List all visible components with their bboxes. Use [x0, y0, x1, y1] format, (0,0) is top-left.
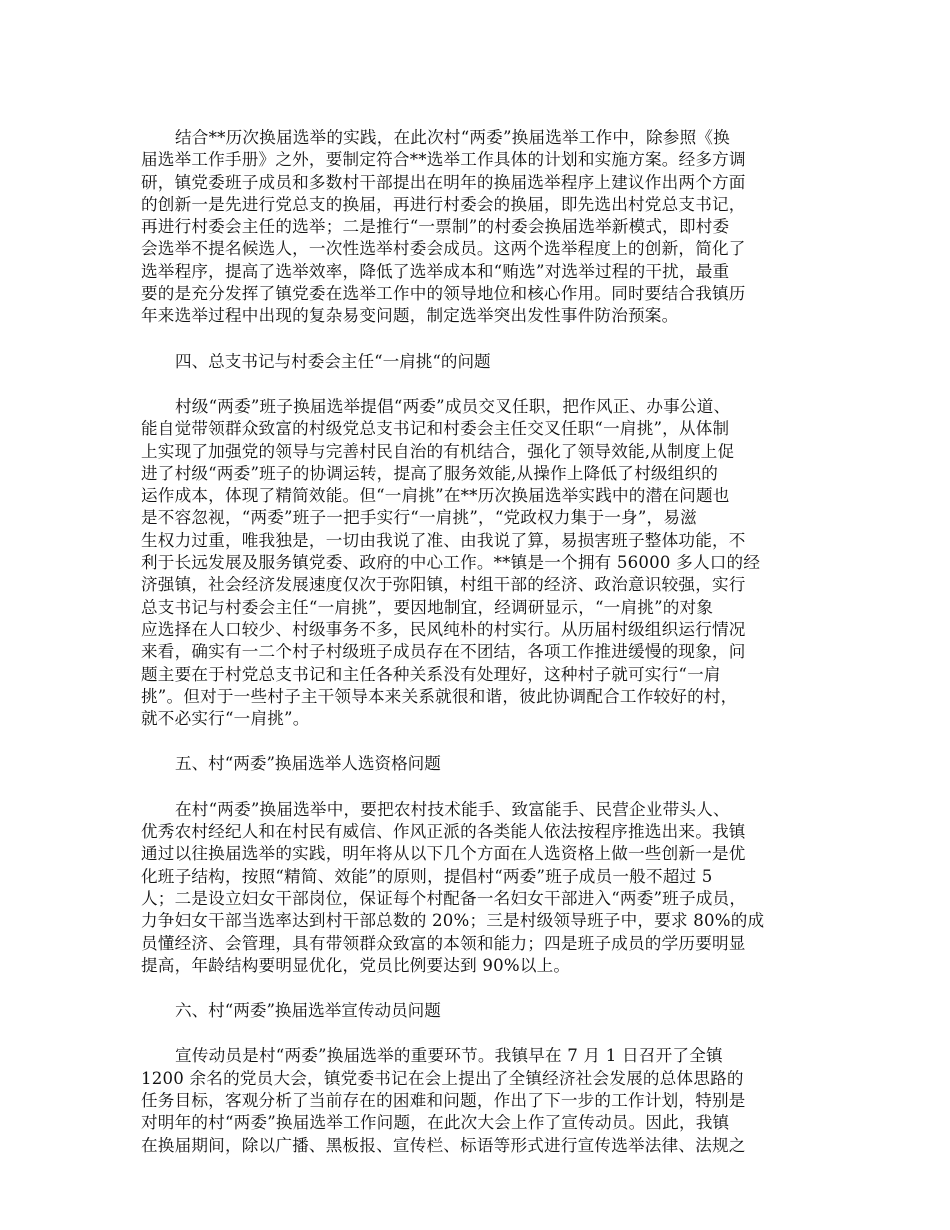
paragraph-one-shoulder — [141, 396, 821, 730]
text-line: 村级“两委”班子换届选举提倡“两委”成员交叉任职，把作风正、办事公道、 — [175, 396, 731, 416]
text-line: 在换届期间，除以广播、黑板报、宣传栏、标语等形式进行宣传选举法律、法规之 — [141, 1135, 746, 1155]
text-line: 运作成本，体现了精简效能。但“一肩挑”在**历次换届选举实践中的潜在问题也 — [141, 486, 730, 506]
text-line: 应选择在人口较少、村级事务不多，民风纯朴的村实行。从历届村级组织运行情况 — [141, 619, 746, 639]
text-line: 结合**历次换届选举的实践，在此次村“两委”换届选举工作中，除参照《换 — [175, 128, 730, 147]
text-line: 来看，确实有一二个村子村级班子成员存在不团结，各项工作推进缓慢的现象，问 — [141, 642, 746, 662]
paragraph-publicity — [141, 1045, 821, 1156]
text-line: 是不容忽视，“两委”班子一把手实行“一肩挑”，“党政权力集于一身”，易滋 — [141, 508, 697, 528]
text-line: 员懂经济、会管理，具有带领群众致富的本领和能力；四是班子成员的学历要明显 — [141, 933, 746, 953]
section-heading-4: 四、总支书记与村委会主任“一肩挑“的问题 — [175, 351, 491, 371]
text-line: 挑”。但对于一些村子主干领导本来关系就很和谐，彼此协调配合工作较好的村， — [141, 686, 738, 706]
text-line: 化班子结构，按照“精简、效能”的原则，提倡村“两委”班子成员一般不超过 5 — [141, 866, 713, 886]
text-line: 就不必实行“一肩挑”。 — [141, 709, 310, 729]
text-line: 宣传动员是村“两委”换届选举的重要环节。我镇早在 7 月 1 日召开了全镇 — [175, 1046, 723, 1066]
text-line: 在村“两委”换届选举中，要把农村技术能手、致富能手、民营企业带头人、 — [175, 799, 730, 819]
text-line: 进了村级“两委”班子的协调运转，提高了服务效能,从操作上降低了村级组织的 — [141, 463, 719, 483]
text-line: 选举程序，提高了选举效率，降低了选举成本和“贿选”对选举过程的干扰，最重 — [141, 261, 730, 281]
text-line: 力争妇女干部当选率达到村干部总数的 20%；三是村级领导班子中，要求 80%的成 — [141, 911, 765, 931]
section-heading-5: 五、村“两委”换届选举人选资格问题 — [175, 754, 441, 774]
text-line: 生权力过重，唯我独是，一切由我说了准、由我说了算，易损害班子整体功能，不 — [141, 530, 746, 550]
document-body — [141, 127, 821, 1180]
text-line: 任务目标，客观分析了当前存在的困难和问题，作出了下一步的工作计划，特别是 — [141, 1090, 746, 1110]
text-line: 能自觉带领群众致富的村级党总支书记和村委会主任交叉任职“一肩挑”，从体制 — [141, 419, 730, 439]
text-line: 通过以往换届选举的实践，明年将从以下几个方面在人选资格上做一些创新一是优 — [141, 844, 746, 864]
text-line: 利于长远发展及服务镇党委、政府的中心工作。**镇是一个拥有 56000 多人口的经 — [141, 553, 761, 573]
text-line: 的创新一是先进行党总支的换届，再进行村委会的换届，即先选出村党总支书记， — [141, 194, 746, 214]
text-line: 优秀农村经纪人和在村民有威信、作风正派的各类能人依法按程序推选出来。我镇 — [141, 822, 746, 842]
text-line: 研，镇党委班子成员和多数村干部提出在明年的换届选举程序上建议作出两个方面 — [141, 172, 746, 192]
paragraph-candidate-qualification — [141, 799, 821, 977]
text-line: 对明年的村“两委”换届选举工作问题，在此次大会上作了宣传动员。因此，我镇 — [141, 1113, 730, 1133]
section-heading-6: 六、村“两委”换届选举宣传动员问题 — [175, 1001, 441, 1021]
text-line: 总支书记与村委会主任“一肩挑”，要因地制宜，经调研显示，“一肩挑”的对象 — [141, 597, 714, 617]
text-line: 年来选举过程中出现的复杂易变问题，制定选举突出发性事件防治预案。 — [141, 306, 679, 326]
paragraph-election-plan — [141, 127, 821, 328]
text-line: 人；二是设立妇女干部岗位，保证每个村配备一名妇女干部进入“两委”班子成员， — [141, 888, 747, 908]
text-line: 届选举工作手册》之外，要制定符合**选举工作具体的计划和实施方案。经多方调 — [141, 150, 746, 170]
text-line: 上实现了加强党的领导与完善村民自治的有机结合，强化了领导效能,从制度上促 — [141, 441, 735, 461]
text-line: 再进行村委会主任的选举；二是推行“一票制”的村委会换届选举新模式，即村委 — [141, 217, 730, 237]
text-line: 济强镇，社会经济发展速度仅次于弥阳镇，村组干部的经济、政治意识较强，实行 — [141, 575, 746, 595]
text-line: 会选举不提名候选人，一次性选举村委会成员。这两个选举程度上的创新，简化了 — [141, 239, 746, 259]
text-line: 1200 余名的党员大会，镇党委书记在会上提出了全镇经济社会发展的总体思路的 — [141, 1068, 744, 1088]
text-line: 提高，年龄结构要明显优化，党员比例要达到 90%以上。 — [141, 955, 571, 975]
text-line: 要的是充分发挥了镇党委在选举工作中的领导地位和核心作用。同时要结合我镇历 — [141, 284, 746, 304]
text-line: 题主要在于村党总支书记和主任各种关系没有处理好，这种村子就可实行“一肩 — [141, 664, 721, 684]
